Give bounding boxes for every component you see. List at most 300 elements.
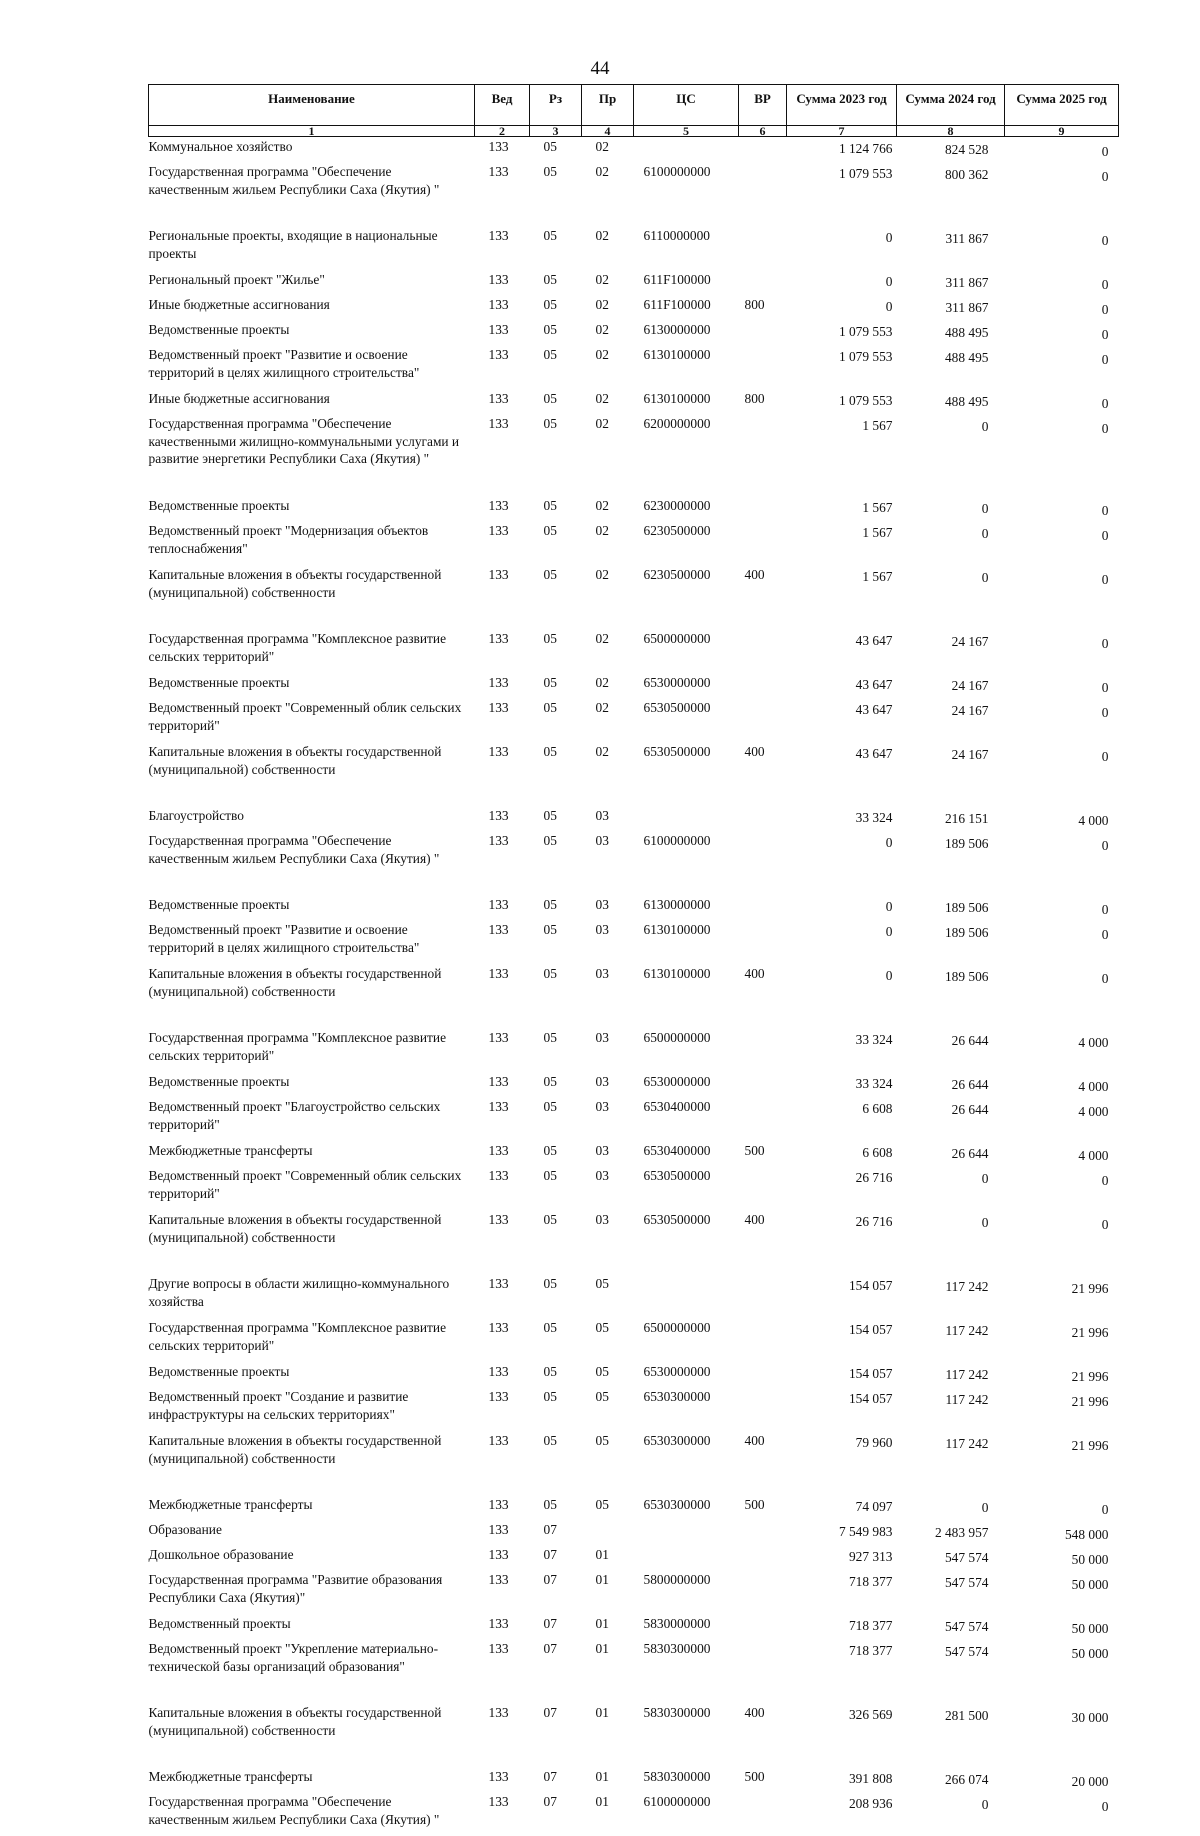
row-sum-2025: 0: [1005, 1210, 1119, 1274]
row-ved: 133: [475, 1387, 530, 1431]
table-row: [149, 1210, 1119, 1274]
row-sum-2025: 21 996: [1005, 1274, 1119, 1318]
table-row: [149, 920, 1119, 964]
row-vr: [739, 1570, 787, 1614]
row-name: Ведомственный проект "Модернизация объектов теплоснабжения": [149, 521, 475, 565]
row-pr: 02: [582, 295, 634, 320]
row-vr: [739, 1520, 787, 1545]
row-rz: 05: [530, 345, 582, 389]
table-row: [149, 1767, 1119, 1792]
row-ved: 133: [475, 1495, 530, 1520]
table-row: [149, 1495, 1119, 1520]
row-pr: 02: [582, 521, 634, 565]
row-sum-2023: 6 608: [787, 1141, 897, 1166]
table-row: [149, 895, 1119, 920]
table-row: [149, 1141, 1119, 1166]
row-sum-2025: 548 000: [1005, 1520, 1119, 1545]
row-name: Государственная программа "Комплексное развитие сельских территорий": [149, 629, 475, 673]
row-name: Ведомственный проекты: [149, 1614, 475, 1639]
row-sum-2024: 0: [897, 1792, 1005, 1836]
row-ved: 133: [475, 964, 530, 1028]
row-cs: 6130100000: [634, 345, 739, 389]
row-pr: 03: [582, 920, 634, 964]
row-sum-2025: 50 000: [1005, 1545, 1119, 1570]
row-cs: 6530500000: [634, 1210, 739, 1274]
row-rz: 05: [530, 496, 582, 521]
row-vr: 400: [739, 1431, 787, 1495]
row-cs: [634, 806, 739, 831]
budget-table: [148, 84, 1119, 1836]
row-sum-2024: 24 167: [897, 698, 1005, 742]
row-sum-2023: 154 057: [787, 1318, 897, 1362]
row-rz: 05: [530, 831, 582, 895]
row-ved: 133: [475, 414, 530, 496]
row-cs: [634, 1520, 739, 1545]
table-row: [149, 1097, 1119, 1141]
row-rz: 05: [530, 1274, 582, 1318]
row-ved: 133: [475, 1520, 530, 1545]
row-rz: 05: [530, 1387, 582, 1431]
row-sum-2024: 0: [897, 1210, 1005, 1274]
row-vr: 800: [739, 389, 787, 414]
row-pr: 02: [582, 673, 634, 698]
row-sum-2024: 824 528: [897, 137, 1005, 163]
row-cs: 6200000000: [634, 414, 739, 496]
row-ved: 133: [475, 565, 530, 629]
header-sum-2024: Сумма 2024 год: [897, 85, 1005, 126]
row-ved: 133: [475, 698, 530, 742]
row-sum-2023: 33 324: [787, 806, 897, 831]
row-ved: 133: [475, 895, 530, 920]
table-row: [149, 1318, 1119, 1362]
row-sum-2023: 0: [787, 831, 897, 895]
row-pr: 02: [582, 320, 634, 345]
row-vr: [739, 1318, 787, 1362]
row-name: Капитальные вложения в объекты государственной (муниципальной) собственности: [149, 565, 475, 629]
row-cs: 6130100000: [634, 389, 739, 414]
table-row: [149, 496, 1119, 521]
row-pr: 01: [582, 1614, 634, 1639]
row-cs: [634, 1545, 739, 1570]
row-sum-2023: 0: [787, 964, 897, 1028]
row-cs: 6530300000: [634, 1495, 739, 1520]
row-name: Ведомственный проект "Современный облик сельских территорий": [149, 698, 475, 742]
row-cs: 6110000000: [634, 226, 739, 270]
row-sum-2025: 0: [1005, 162, 1119, 226]
row-ved: 133: [475, 1097, 530, 1141]
row-cs: 6230500000: [634, 565, 739, 629]
table-row: [149, 565, 1119, 629]
row-rz: 05: [530, 226, 582, 270]
row-pr: 03: [582, 1072, 634, 1097]
row-sum-2025: 4 000: [1005, 1141, 1119, 1166]
row-sum-2024: 0: [897, 414, 1005, 496]
row-name: Капитальные вложения в объекты государственной (муниципальной) собственности: [149, 1431, 475, 1495]
row-cs: 6500000000: [634, 629, 739, 673]
row-sum-2023: 33 324: [787, 1028, 897, 1072]
row-sum-2025: 0: [1005, 698, 1119, 742]
row-vr: 400: [739, 1210, 787, 1274]
row-sum-2025: 0: [1005, 226, 1119, 270]
row-sum-2024: 266 074: [897, 1767, 1005, 1792]
row-sum-2025: 0: [1005, 345, 1119, 389]
row-vr: 400: [739, 1703, 787, 1767]
row-sum-2023: 74 097: [787, 1495, 897, 1520]
row-cs: 6230500000: [634, 521, 739, 565]
row-name: Государственная программа "Обеспечение качественным жильем Республики Саха (Якутия) ": [149, 162, 475, 226]
row-pr: 02: [582, 389, 634, 414]
row-pr: 03: [582, 1210, 634, 1274]
row-vr: [739, 1028, 787, 1072]
row-vr: [739, 1274, 787, 1318]
row-cs: 6130100000: [634, 920, 739, 964]
row-name: Коммунальное хозяйство: [149, 137, 475, 163]
column-number: 1: [149, 126, 475, 137]
row-cs: 6530000000: [634, 1362, 739, 1387]
table-row: [149, 1166, 1119, 1210]
row-sum-2025: 0: [1005, 137, 1119, 163]
row-vr: [739, 1614, 787, 1639]
row-ved: 133: [475, 137, 530, 163]
row-name: Ведомственный проект "Развитие и освоение территорий в целях жилищного строительства": [149, 920, 475, 964]
row-sum-2024: 547 574: [897, 1570, 1005, 1614]
header-rz: Рз: [530, 85, 582, 126]
row-sum-2023: 718 377: [787, 1570, 897, 1614]
row-sum-2024: 117 242: [897, 1274, 1005, 1318]
row-name: Ведомственный проект "Современный облик сельских территорий": [149, 1166, 475, 1210]
row-cs: 5830300000: [634, 1703, 739, 1767]
row-name: Капитальные вложения в объекты государственной (муниципальной) собственности: [149, 742, 475, 806]
row-sum-2024: 281 500: [897, 1703, 1005, 1767]
row-ved: 133: [475, 806, 530, 831]
row-sum-2024: 547 574: [897, 1545, 1005, 1570]
row-pr: 05: [582, 1387, 634, 1431]
row-ved: 133: [475, 920, 530, 964]
row-ved: 133: [475, 1141, 530, 1166]
row-sum-2023: 7 549 983: [787, 1520, 897, 1545]
row-ved: 133: [475, 831, 530, 895]
table-row: [149, 964, 1119, 1028]
row-sum-2024: 488 495: [897, 320, 1005, 345]
row-pr: 01: [582, 1570, 634, 1614]
row-pr: 03: [582, 964, 634, 1028]
row-sum-2023: 0: [787, 270, 897, 295]
column-number: 7: [787, 126, 897, 137]
row-rz: 05: [530, 698, 582, 742]
row-sum-2025: 50 000: [1005, 1614, 1119, 1639]
table-row: [149, 1028, 1119, 1072]
row-vr: [739, 1362, 787, 1387]
row-sum-2024: 117 242: [897, 1362, 1005, 1387]
row-cs: 611F100000: [634, 295, 739, 320]
row-sum-2025: 0: [1005, 521, 1119, 565]
row-cs: 6500000000: [634, 1028, 739, 1072]
row-sum-2023: 26 716: [787, 1210, 897, 1274]
row-sum-2025: 0: [1005, 1495, 1119, 1520]
row-sum-2023: 1 079 553: [787, 320, 897, 345]
row-sum-2023: 154 057: [787, 1387, 897, 1431]
row-sum-2023: 79 960: [787, 1431, 897, 1495]
row-vr: [739, 320, 787, 345]
row-name: Ведомственные проекты: [149, 1072, 475, 1097]
row-vr: [739, 162, 787, 226]
table-row: [149, 698, 1119, 742]
row-vr: 400: [739, 565, 787, 629]
row-name: Ведомственные проекты: [149, 1362, 475, 1387]
row-cs: 6100000000: [634, 831, 739, 895]
row-sum-2023: 1 567: [787, 496, 897, 521]
row-ved: 133: [475, 1362, 530, 1387]
row-sum-2025: 0: [1005, 673, 1119, 698]
row-sum-2024: 2 483 957: [897, 1520, 1005, 1545]
table-row: [149, 345, 1119, 389]
row-sum-2025: 21 996: [1005, 1387, 1119, 1431]
row-sum-2024: 26 644: [897, 1028, 1005, 1072]
row-cs: [634, 137, 739, 163]
row-sum-2024: 189 506: [897, 831, 1005, 895]
row-pr: 01: [582, 1703, 634, 1767]
row-ved: 133: [475, 270, 530, 295]
row-sum-2025: 0: [1005, 920, 1119, 964]
row-sum-2024: 117 242: [897, 1318, 1005, 1362]
row-vr: [739, 1545, 787, 1570]
row-ved: 133: [475, 1570, 530, 1614]
row-rz: 05: [530, 1431, 582, 1495]
row-rz: 07: [530, 1767, 582, 1792]
row-name: Ведомственный проект "Укрепление материально-технической базы организаций образования": [149, 1639, 475, 1703]
row-sum-2024: 24 167: [897, 629, 1005, 673]
row-sum-2025: 0: [1005, 831, 1119, 895]
row-vr: [739, 521, 787, 565]
table-row: [149, 1614, 1119, 1639]
row-sum-2023: 0: [787, 226, 897, 270]
row-vr: [739, 806, 787, 831]
row-rz: 05: [530, 320, 582, 345]
row-sum-2023: 718 377: [787, 1614, 897, 1639]
row-name: Благоустройство: [149, 806, 475, 831]
row-vr: [739, 698, 787, 742]
row-sum-2023: 43 647: [787, 673, 897, 698]
row-sum-2023: 1 079 553: [787, 389, 897, 414]
row-pr: 01: [582, 1545, 634, 1570]
row-pr: 05: [582, 1431, 634, 1495]
row-vr: 500: [739, 1141, 787, 1166]
row-name: Капитальные вложения в объекты государственной (муниципальной) собственности: [149, 964, 475, 1028]
header-ved: Вед: [475, 85, 530, 126]
row-pr: 01: [582, 1639, 634, 1703]
row-ved: 133: [475, 1431, 530, 1495]
row-pr: [582, 1520, 634, 1545]
table-row: [149, 1387, 1119, 1431]
row-cs: 6130000000: [634, 895, 739, 920]
row-cs: 6130100000: [634, 964, 739, 1028]
column-number: 9: [1005, 126, 1119, 137]
row-ved: 133: [475, 742, 530, 806]
row-sum-2024: 311 867: [897, 270, 1005, 295]
table-row: [149, 629, 1119, 673]
row-ved: 133: [475, 673, 530, 698]
row-pr: 02: [582, 565, 634, 629]
row-vr: [739, 920, 787, 964]
column-number-row: [149, 126, 1119, 137]
row-sum-2024: 26 644: [897, 1072, 1005, 1097]
row-name: Ведомственные проекты: [149, 895, 475, 920]
row-pr: 03: [582, 1166, 634, 1210]
row-sum-2023: 391 808: [787, 1767, 897, 1792]
row-rz: 05: [530, 920, 582, 964]
row-rz: 05: [530, 629, 582, 673]
table-row: [149, 1274, 1119, 1318]
row-pr: 02: [582, 345, 634, 389]
row-name: Капитальные вложения в объекты государственной (муниципальной) собственности: [149, 1210, 475, 1274]
row-sum-2023: 43 647: [787, 698, 897, 742]
row-sum-2023: 927 313: [787, 1545, 897, 1570]
row-name: Ведомственные проекты: [149, 673, 475, 698]
row-sum-2024: 311 867: [897, 295, 1005, 320]
table-row: [149, 295, 1119, 320]
table-row: [149, 137, 1119, 163]
row-vr: [739, 673, 787, 698]
row-rz: 05: [530, 137, 582, 163]
row-ved: 133: [475, 345, 530, 389]
row-ved: 133: [475, 1703, 530, 1767]
row-sum-2025: 0: [1005, 295, 1119, 320]
row-name: Ведомственный проект "Благоустройство сельских территорий": [149, 1097, 475, 1141]
row-sum-2023: 1 079 553: [787, 162, 897, 226]
row-cs: 6530500000: [634, 1166, 739, 1210]
row-cs: 5830300000: [634, 1639, 739, 1703]
row-rz: 07: [530, 1703, 582, 1767]
row-name: Иные бюджетные ассигнования: [149, 389, 475, 414]
header-pr: Пр: [582, 85, 634, 126]
column-number: 5: [634, 126, 739, 137]
row-ved: 133: [475, 1028, 530, 1072]
row-name: Государственная программа "Обеспечение качественными жилищно-коммунальными услугами и развитие энергетики Республики Саха (Якутия) ": [149, 414, 475, 496]
row-cs: 6530000000: [634, 673, 739, 698]
row-pr: 03: [582, 1097, 634, 1141]
row-pr: 02: [582, 742, 634, 806]
row-rz: 05: [530, 162, 582, 226]
row-ved: 133: [475, 521, 530, 565]
row-cs: 6100000000: [634, 162, 739, 226]
row-rz: 05: [530, 1072, 582, 1097]
table-row: [149, 521, 1119, 565]
row-vr: 500: [739, 1767, 787, 1792]
row-ved: 133: [475, 1210, 530, 1274]
table-row: [149, 1520, 1119, 1545]
row-name: Региональный проект "Жилье": [149, 270, 475, 295]
table-row: [149, 414, 1119, 496]
row-vr: [739, 496, 787, 521]
row-cs: 6530300000: [634, 1431, 739, 1495]
row-cs: 5830000000: [634, 1614, 739, 1639]
row-rz: 05: [530, 1097, 582, 1141]
row-pr: 05: [582, 1274, 634, 1318]
row-ved: 133: [475, 1792, 530, 1836]
table-row: [149, 389, 1119, 414]
row-sum-2025: 50 000: [1005, 1639, 1119, 1703]
row-ved: 133: [475, 1639, 530, 1703]
row-rz: 05: [530, 1028, 582, 1072]
row-vr: 500: [739, 1495, 787, 1520]
row-name: Дошкольное образование: [149, 1545, 475, 1570]
row-ved: 133: [475, 1166, 530, 1210]
row-sum-2025: 4 000: [1005, 806, 1119, 831]
row-rz: 07: [530, 1639, 582, 1703]
row-rz: 05: [530, 1495, 582, 1520]
header-sum-2025: Сумма 2025 год: [1005, 85, 1119, 126]
row-sum-2023: 1 079 553: [787, 345, 897, 389]
row-sum-2024: 24 167: [897, 673, 1005, 698]
row-sum-2023: 718 377: [787, 1639, 897, 1703]
row-sum-2024: 189 506: [897, 895, 1005, 920]
row-name: Капитальные вложения в объекты государственной (муниципальной) собственности: [149, 1703, 475, 1767]
row-name: Государственная программа "Обеспечение качественным жильем Республики Саха (Якутия) ": [149, 1792, 475, 1836]
row-ved: 133: [475, 295, 530, 320]
row-rz: 05: [530, 565, 582, 629]
table-row: [149, 1792, 1119, 1836]
row-sum-2023: 1 567: [787, 565, 897, 629]
row-sum-2024: 26 644: [897, 1097, 1005, 1141]
row-name: Государственная программа "Комплексное развитие сельских территорий": [149, 1028, 475, 1072]
row-rz: 05: [530, 1141, 582, 1166]
row-rz: 05: [530, 389, 582, 414]
row-sum-2025: 0: [1005, 895, 1119, 920]
row-vr: [739, 629, 787, 673]
row-sum-2023: 26 716: [787, 1166, 897, 1210]
column-number: 2: [475, 126, 530, 137]
row-vr: [739, 1639, 787, 1703]
row-sum-2025: 4 000: [1005, 1028, 1119, 1072]
row-pr: 02: [582, 226, 634, 270]
row-vr: [739, 270, 787, 295]
row-ved: 133: [475, 1545, 530, 1570]
row-sum-2024: 488 495: [897, 389, 1005, 414]
row-sum-2024: 189 506: [897, 920, 1005, 964]
column-number: 8: [897, 126, 1005, 137]
row-cs: 6230000000: [634, 496, 739, 521]
row-rz: 05: [530, 521, 582, 565]
row-rz: 05: [530, 1210, 582, 1274]
row-sum-2024: 0: [897, 1166, 1005, 1210]
row-sum-2024: 189 506: [897, 964, 1005, 1028]
row-name: Ведомственные проекты: [149, 320, 475, 345]
header-row: [149, 85, 1119, 126]
row-sum-2025: 0: [1005, 565, 1119, 629]
row-ved: 133: [475, 162, 530, 226]
row-cs: 6100000000: [634, 1792, 739, 1836]
row-pr: 01: [582, 1792, 634, 1836]
row-sum-2024: 117 242: [897, 1387, 1005, 1431]
row-ved: 133: [475, 1614, 530, 1639]
row-sum-2025: 0: [1005, 1166, 1119, 1210]
row-rz: 05: [530, 964, 582, 1028]
table-row: [149, 1431, 1119, 1495]
row-name: Другие вопросы в области жилищно-коммунального хозяйства: [149, 1274, 475, 1318]
row-rz: 05: [530, 270, 582, 295]
row-sum-2023: 33 324: [787, 1072, 897, 1097]
table-row: [149, 1639, 1119, 1703]
row-sum-2025: 0: [1005, 1792, 1119, 1836]
row-sum-2024: 800 362: [897, 162, 1005, 226]
row-sum-2023: 0: [787, 895, 897, 920]
row-rz: 05: [530, 414, 582, 496]
row-ved: 133: [475, 1767, 530, 1792]
budget-table-container: [148, 84, 1118, 1836]
row-ved: 133: [475, 1274, 530, 1318]
table-body: [149, 137, 1119, 1836]
row-cs: 6530000000: [634, 1072, 739, 1097]
